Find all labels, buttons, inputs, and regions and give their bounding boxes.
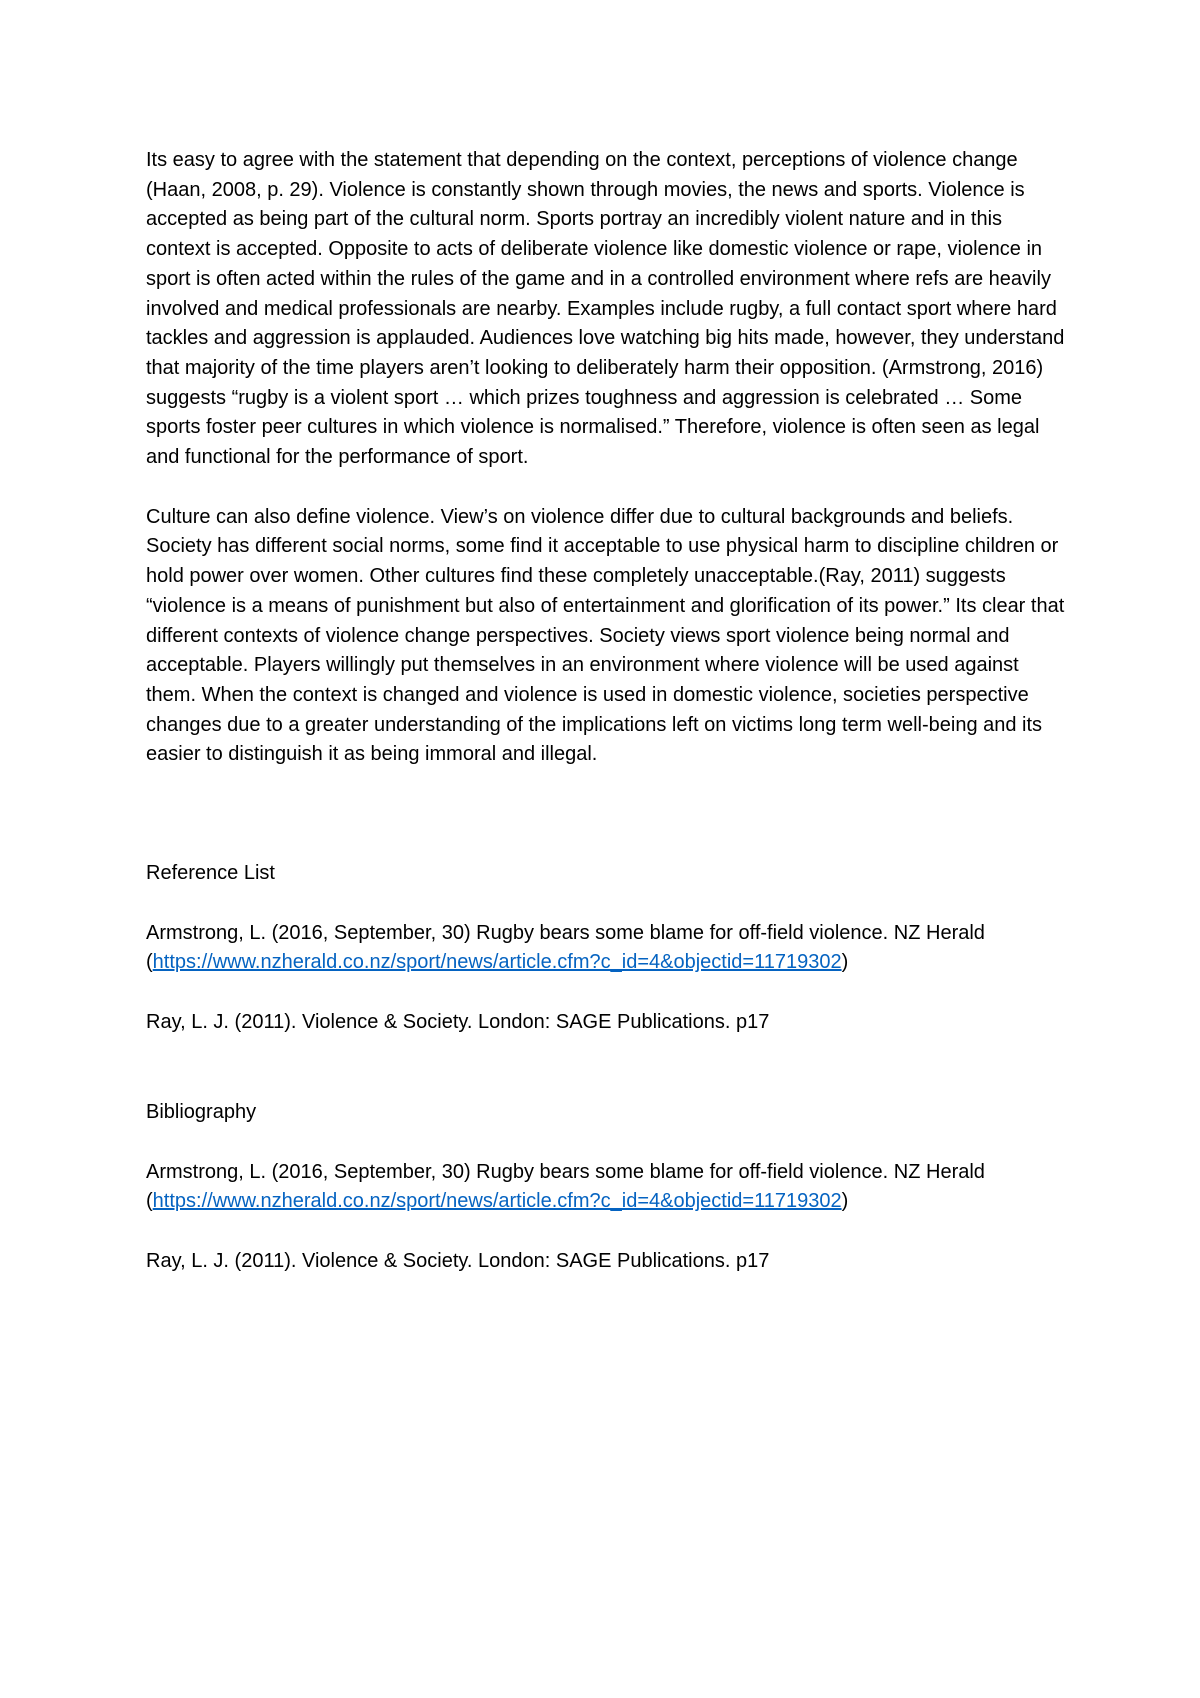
document-page [146, 146, 1066, 1277]
reference-list-heading: Reference List [146, 862, 275, 885]
bibliography-armstrong [146, 1158, 1066, 1217]
reference-armstrong-close: ) [841, 951, 849, 974]
reference-armstrong-text: Armstrong, L. (2016, September, 30) Rugby bears some blame for off-field violence. NZ Herald [146, 921, 985, 944]
bibliography-armstrong-close: ) [841, 1190, 849, 1213]
reference-armstrong [146, 919, 1066, 978]
reference-armstrong-link[interactable]: https://www.nzherald.co.nz/sport/news/article.cfm?c_id=4&objectid=11719302 [152, 951, 842, 974]
bibliography-ray: Ray, L. J. (2011). Violence & Society. London: SAGE Publications. p17 [146, 1249, 770, 1272]
bibliography-armstrong-text: Armstrong, L. (2016, September, 30) Rugby bears some blame for off-field violence. NZ Herald [146, 1160, 985, 1183]
bibliography-armstrong-open: ( [146, 1190, 153, 1213]
reference-ray: Ray, L. J. (2011). Violence & Society. London: SAGE Publications. p17 [146, 1011, 770, 1034]
reference-armstrong-open: ( [146, 951, 153, 974]
bibliography-heading: Bibliography [146, 1100, 257, 1123]
essay-paragraph-1: Its easy to agree with the statement that depending on the context, perceptions of violence change (Haan, 2008, p. 29). Violence is constantly shown through movies, the news and sports. Violence is accepted as being part of the cultural norm. Sports portray an incredibly violent nature and in this context is accepted. Opposite to acts of deliberate violence like domestic violence or rape, violence in sport is often acted within the rules of the game and in a controlled environment where refs are heavily involved and medical professionals are nearby. Examples include rugby, a full contact sport where hard tackles and aggression is applauded. Audiences love watching big hits made, however, they understand that majority of the time players aren’t looking to deliberately harm their opposition. (Armstrong, 2016) suggests “rugby is a violent sport … which prizes toughness and aggression is celebrated … Some sports foster peer cultures in which violence is normalised.” Therefore, violence is often seen as legal and functional for the performance of sport. [146, 149, 1065, 469]
essay-paragraph-2: Culture can also define violence. View’s on violence differ due to cultural backgrounds and beliefs. Society has different social norms, some find it acceptable to use physical harm to discipline children or hold power over women. Other cultures find these completely unacceptable.(Ray, 2011) suggests “violence is a means of punishment but also of entertainment and glorification of its power.” Its clear that different contexts of violence change perspectives. Society views sport violence being normal and acceptable. Players willingly put themselves in an environment where violence will be used against them. When the context is changed and violence is used in domestic violence, societies perspective changes due to a greater understanding of the implications left on victims long term well-being and its easier to distinguish it as being immoral and illegal. [146, 505, 1065, 766]
bibliography-armstrong-link[interactable]: https://www.nzherald.co.nz/sport/news/article.cfm?c_id=4&objectid=11719302 [152, 1190, 842, 1213]
